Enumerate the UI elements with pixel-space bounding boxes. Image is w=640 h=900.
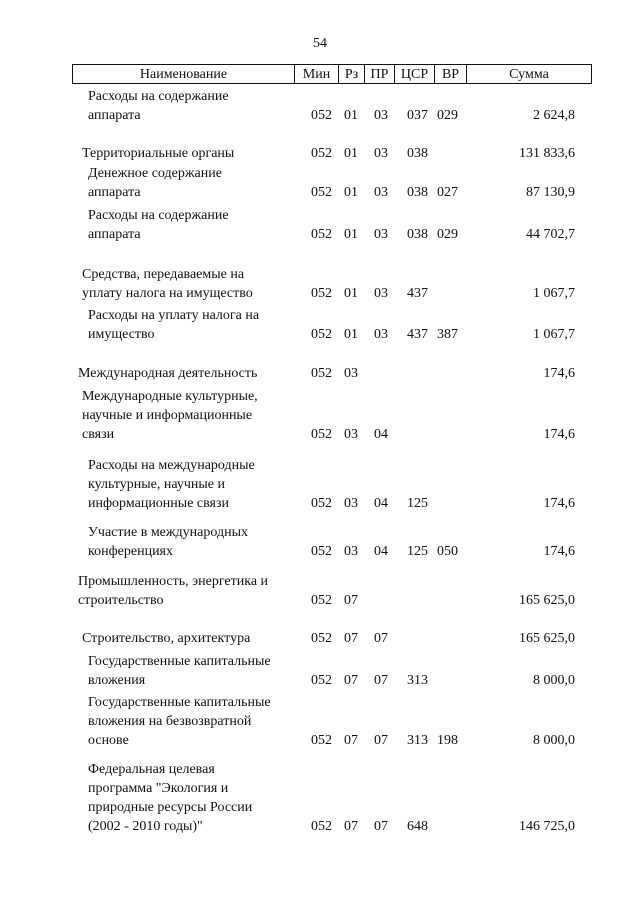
row-rz: 01: [344, 286, 358, 301]
row-min: 052: [311, 544, 332, 559]
row-sum: 174,6: [543, 496, 575, 511]
row-vr: 027: [437, 185, 458, 200]
row-csr: 038: [407, 146, 428, 161]
row-sum: 1 067,7: [533, 327, 575, 342]
row-min: 052: [311, 185, 332, 200]
row-min: 052: [311, 819, 332, 834]
row-csr: 313: [407, 733, 428, 748]
row-sum: 87 130,9: [526, 185, 575, 200]
row-pr: 04: [374, 496, 388, 511]
row-min: 052: [311, 593, 332, 608]
row-pr: 04: [374, 427, 388, 442]
row-pr: 04: [374, 544, 388, 559]
row-name: Строительство, архитектура: [82, 631, 251, 646]
row-csr: 648: [407, 819, 428, 834]
row-sum: 174,6: [543, 544, 575, 559]
row-min: 052: [311, 146, 332, 161]
row-min: 052: [311, 108, 332, 123]
row-rz: 03: [344, 496, 358, 511]
row-csr: 038: [407, 185, 428, 200]
row-name: Территориальные органы: [82, 146, 235, 161]
row-pr: 03: [374, 185, 388, 200]
row-sum: 131 833,6: [519, 146, 575, 161]
row-name: Государственные капитальные вложения на безвозвратной основе: [88, 695, 271, 748]
row-name: Расходы на международные культурные, научные и информационные связи: [88, 458, 255, 511]
row-name: Международная деятельность: [78, 366, 258, 381]
row-pr: 07: [374, 819, 388, 834]
row-vr: 387: [437, 327, 458, 342]
row-min: 052: [311, 286, 332, 301]
row-min: 052: [311, 673, 332, 688]
row-name: Расходы на содержание аппарата: [88, 208, 229, 242]
row-csr: 125: [407, 544, 428, 559]
row-min: 052: [311, 227, 332, 242]
row-min: 052: [311, 327, 332, 342]
row-pr: 03: [374, 146, 388, 161]
row-min: 052: [311, 496, 332, 511]
row-csr: 125: [407, 496, 428, 511]
row-name: Государственные капитальные вложения: [88, 654, 271, 688]
row-name: Расходы на содержание аппарата: [88, 89, 229, 123]
row-rz: 01: [344, 146, 358, 161]
row-vr: 029: [437, 227, 458, 242]
row-sum: 165 625,0: [519, 593, 575, 608]
row-rz: 07: [344, 631, 358, 646]
header-sum: Сумма: [509, 67, 549, 82]
row-pr: 03: [374, 108, 388, 123]
row-name: Расходы на уплату налога на имущество: [88, 308, 260, 342]
row-csr: 437: [407, 327, 428, 342]
row-name: Международные культурные, научные и информационные связи: [82, 389, 258, 442]
row-min: 052: [311, 631, 332, 646]
row-sum: 146 725,0: [519, 819, 575, 834]
row-rz: 07: [344, 819, 358, 834]
row-rz: 01: [344, 227, 358, 242]
row-rz: 01: [344, 327, 358, 342]
row-rz: 03: [344, 427, 358, 442]
row-sum: 44 702,7: [526, 227, 575, 242]
header-min: Мин: [295, 65, 339, 83]
row-sum: 8 000,0: [533, 673, 575, 688]
row-csr: 038: [407, 227, 428, 242]
row-vr: 198: [437, 733, 458, 748]
row-name: Денежное содержание аппарата: [88, 166, 222, 200]
row-rz: 03: [344, 544, 358, 559]
row-csr: 313: [407, 673, 428, 688]
row-sum: 174,6: [543, 366, 575, 381]
row-rz: 03: [344, 366, 358, 381]
page-number: 54: [313, 36, 327, 51]
row-sum: 165 625,0: [519, 631, 575, 646]
row-rz: 01: [344, 185, 358, 200]
header-csr: ЦСР: [395, 65, 435, 83]
row-name: Промышленность, энергетика и строительство: [78, 574, 269, 608]
header-name: Наименование: [73, 65, 295, 83]
row-csr: 037: [407, 108, 428, 123]
row-rz: 01: [344, 108, 358, 123]
row-name: Средства, передаваемые на уплату налога на имущество: [82, 267, 253, 301]
row-vr: 050: [437, 544, 458, 559]
row-min: 052: [311, 366, 332, 381]
row-pr: 03: [374, 286, 388, 301]
row-min: 052: [311, 733, 332, 748]
header-vr: ВР: [435, 65, 467, 83]
row-sum: 174,6: [543, 427, 575, 442]
row-pr: 03: [374, 327, 388, 342]
header-pr: ПР: [365, 65, 395, 83]
row-pr: 07: [374, 631, 388, 646]
row-sum: 2 624,8: [533, 108, 575, 123]
row-min: 052: [311, 427, 332, 442]
row-csr: 437: [407, 286, 428, 301]
row-pr: 03: [374, 227, 388, 242]
row-rz: 07: [344, 733, 358, 748]
row-pr: 07: [374, 673, 388, 688]
header-rz: Рз: [339, 65, 365, 83]
row-rz: 07: [344, 673, 358, 688]
row-rz: 07: [344, 593, 358, 608]
row-pr: 07: [374, 733, 388, 748]
row-name: Участие в международных конференциях: [88, 525, 249, 559]
row-sum: 1 067,7: [533, 286, 575, 301]
row-vr: 029: [437, 108, 458, 123]
row-name: Федеральная целевая программа "Экология и природные ресурсы России (2002 - 2010 годы)": [88, 762, 253, 834]
row-sum: 8 000,0: [533, 733, 575, 748]
